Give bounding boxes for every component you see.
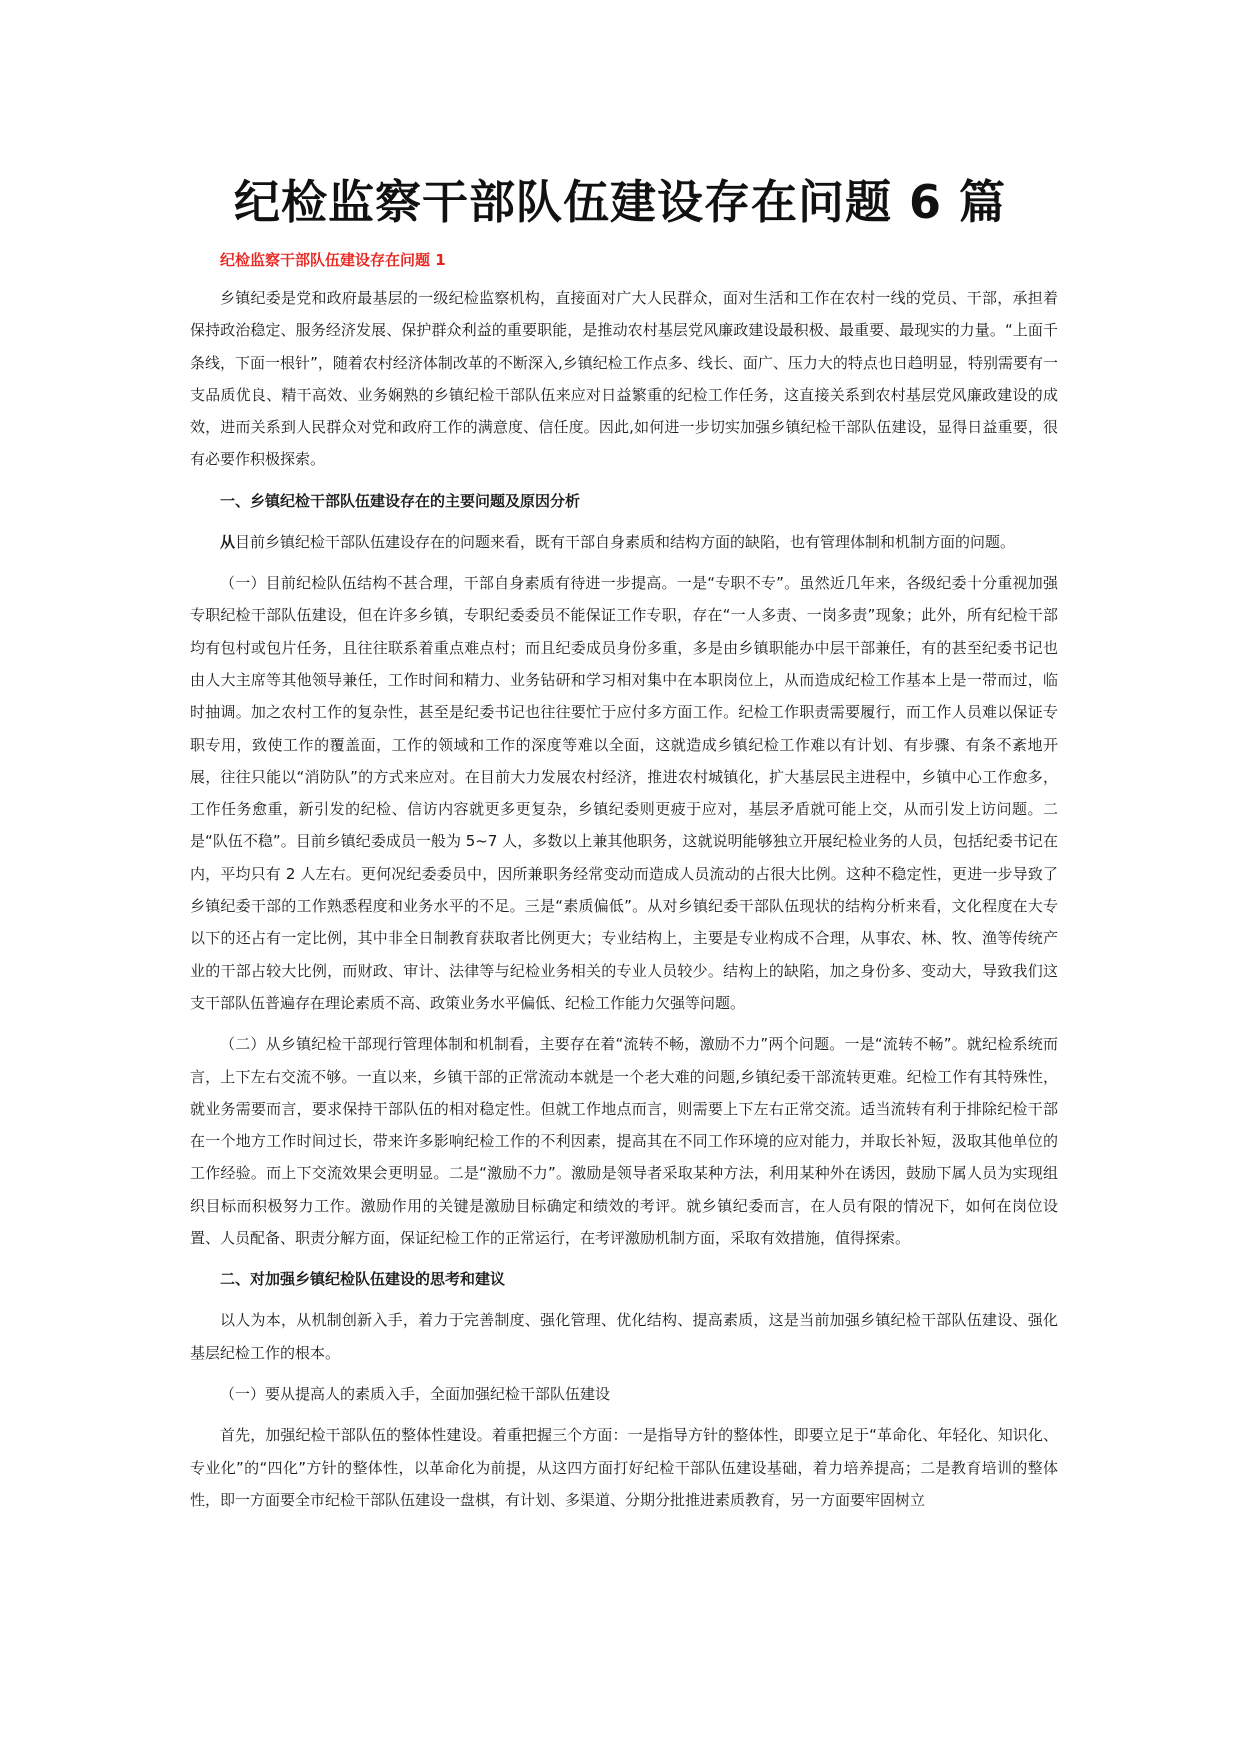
document-title: 纪检监察干部队伍建设存在问题 6 篇: [233, 175, 1007, 229]
paragraph-overview: [190, 526, 1058, 558]
paragraph-management-issues: （二）从乡镇纪检干部现行管理体制和机制看，主要存在着“流转不畅，激励不力”两个问题。一是“流转不畅”。就纪检系统而言，上下左右交流不够。一直以来，乡镇干部的正常流动本就是一个老大难的问题,乡镇纪委干部流转更难。纪检工作有其特殊性，就业务需要而言，要求保持干部队伍的相对稳定性。但就工作地点而言，则需要上下左右正常交流。适当流转有利于排除纪检干部在一个地方工作时间过长，带来许多影响纪检工作的不利因素，提高其在不同工作环境的应对能力，并取长补短，汲取其他单位的工作经验。而上下交流效果会更明显。二是“激励不力”。激励是领导者采取某种方法，利用某种外在诱因，鼓励下属人员为实现组织目标而积极努力工作。激励作用的关键是激励目标确定和绩效的考评。就乡镇纪委而言，在人员有限的情况下，如何在岗位设置、人员配备、职责分解方面，保证纪检工作的正常运行，在考评激励机制方面，采取有效措施，值得探索。: [190, 1035, 1058, 1248]
paragraph-lead-char: 从: [220, 532, 236, 551]
paragraph-subheading-quality: （一）要从提高人的素质入手，全面加强纪检干部队伍建设: [220, 1384, 611, 1403]
section-subtitle: 纪检监察干部队伍建设存在问题 1: [220, 251, 446, 269]
paragraph-structure-issues: （一）目前纪检队伍结构不甚合理，干部自身素质有待进一步提高。一是“专职不专”。虽然近几年来，各级纪委十分重视加强专职纪检干部队伍建设，但在许多乡镇，专职纪委委员不能保证工作专职，存在“一人多责、一岗多责”现象；此外，所有纪检干部均有包村或包片任务，且往往联系着重点难点村；而且纪委成员身份多重，多是由乡镇职能办中层干部兼任，有的甚至纪委书记也由人大主席等其他领导兼任，工作时间和精力、业务钻研和学习相对集中在本职岗位上，从而造成纪检工作基本上是一带而过，临时抽调。加之农村工作的复杂性，甚至是纪委书记也往往要忙于应付多方面工作。纪检工作职责需要履行，而工作人员难以保证专职专用，致使工作的覆盖面，工作的领域和工作的深度等难以全面，这就造成乡镇纪检工作难以有计划、有步骤、有条不紊地开展，往往只能以“消防队”的方式来应对。在目前大力发展农村经济，推进农村城镇化，扩大基层民主进程中，乡镇中心工作愈多，工作任务愈重，新引发的纪检、信访内容就更多更复杂，乡镇纪委则更疲于应对，基层矛盾就可能上交，从而引发上访问题。二是“队伍不稳”。目前乡镇纪委成员一般为 5~7 人，多数以上兼其他职务，这就说明能够独立开展纪检业务的人员，包括纪委书记在内，平均只有 2 人左右。更何况纪委委员中，因所兼职务经常变动而造成人员流动的占很大比例。这种不稳定性，更进一步导致了乡镇纪委干部的工作熟悉程度和业务水平的不足。三是“素质偏低”。从对乡镇纪委干部队伍现状的结构分析来看，文化程度在大专以下的还占有一定比例，其中非全日制教育获取者比例更大；专业结构上，主要是专业构成不合理，从事农、林、牧、渔等传统产业的干部占较大比例，而财政、审计、法律等与纪检业务相关的专业人员较少。结构上的缺陷，加之身份多、变动大，导致我们这支干部队伍普遍存在理论素质不高、政策业务水平偏低、纪检工作能力欠强等问题。: [190, 574, 1058, 1012]
paragraph-overall-building: 首先，加强纪检干部队伍的整体性建设。着重把握三个方面：一是指导方针的整体性，即要立足于“革命化、年轻化、知识化、专业化”的“四化”方针的整体性，以革命化为前提，从这四方面打好纪检干部队伍建设基础，着力培养提高；二是教育培训的整体性，即一方面要全市纪检干部队伍建设一盘棋，有计划、多渠道、分期分批推进素质教育，另一方面要牢固树立: [190, 1426, 1058, 1509]
paragraph-intro: 乡镇纪委是党和政府最基层的一级纪检监察机构，直接面对广大人民群众，面对生活和工作在农村一线的党员、干部，承担着保持政治稳定、服务经济发展、保护群众利益的重要职能，是推动农村基层党风廉政建设最积极、最重要、最现实的力量。“上面千条线，下面一根针”，随着农村经济体制改革的不断深入,乡镇纪检工作点多、线长、面广、压力大的特点也日趋明显，特别需要有一支品质优良、精干高效、业务娴熟的乡镇纪检干部队伍来应对日益繁重的纪检工作任务，这直接关系到农村基层党风廉政建设的成效，进而关系到人民群众对党和政府工作的满意度、信任度。因此,如何进一步切实加强乡镇纪检干部队伍建设，显得日益重要，很有必要作积极探索。: [190, 289, 1058, 469]
heading-problems: 一、乡镇纪检干部队伍建设存在的主要问题及原因分析: [220, 491, 581, 510]
heading-suggestions: 二、对加强乡镇纪检队伍建设的思考和建议: [220, 1270, 506, 1289]
document-body: [190, 248, 1058, 1525]
paragraph-overview-text: 目前乡镇纪检干部队伍建设存在的问题来看，既有干部自身素质和结构方面的缺陷，也有管理体制和机制方面的问题。: [235, 532, 1016, 551]
paragraph-people-oriented: 以人为本，从机制创新入手，着力于完善制度、强化管理、优化结构、提高素质，这是当前加强乡镇纪检干部队伍建设、强化基层纪检工作的根本。: [190, 1311, 1058, 1362]
